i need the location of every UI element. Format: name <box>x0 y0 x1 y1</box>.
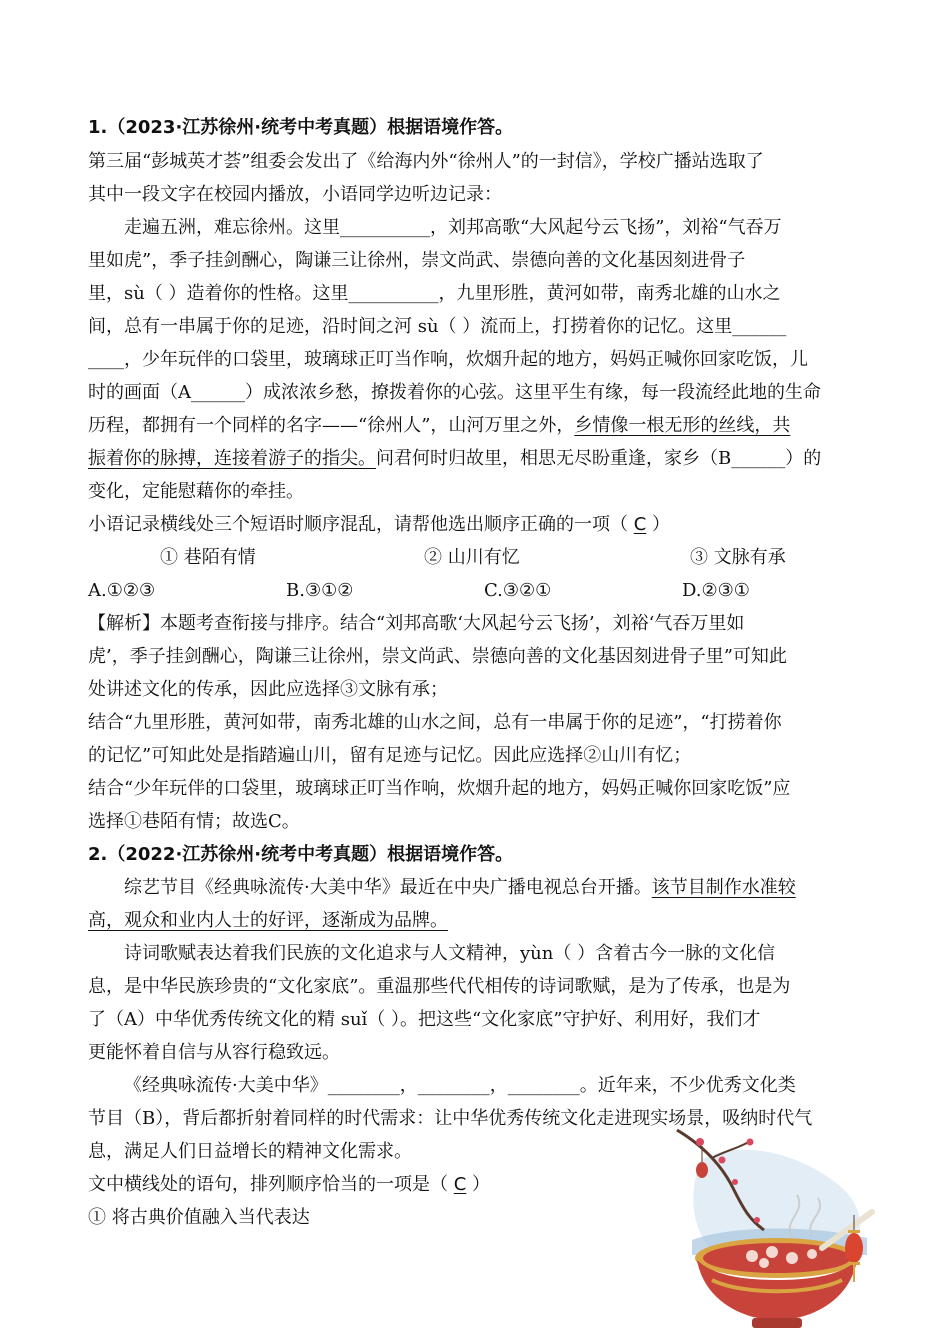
q1-analysis-line-6: 结合“少年玩伴的口袋里，玻璃球正叮当作响，炊烟升起的地方，妈妈正喊你回家吃饭”应 <box>88 778 791 799</box>
q2-paragraph-3-line-1: 《经典咏流传·大美中华》________，________，________。近年来，不少优秀文化类 <box>124 1075 796 1096</box>
q2-paragraph-2-line-1: 诗词歌赋表达着我们民族的文化追求与人文精神，yùn（ ）含着古今一脉的文化信 <box>124 943 776 964</box>
q2-paragraph-2-line-3: 了（A）中华优秀传统文化的精 suǐ（ ）。把这些“文化家底”守护好、利用好，我们才 <box>88 1009 761 1030</box>
q1-answer: C <box>633 514 647 535</box>
q2-phrase-1: ① 将古典价值融入当代表达 <box>88 1207 310 1228</box>
q1-analysis-line-5: 的记忆”可知此处是指踏遍山川，留有足迹与记忆。因此应选择②山川有忆； <box>88 745 692 766</box>
q1-intro-line-1: 第三届“彭城英才荟”组委会发出了《给海内外“徐州人”的一封信》，学校广播站选取了 <box>88 151 764 172</box>
q1-passage-line-7-text: 历程，都拥有一个同样的名字——“徐州人”，山河万里之外， <box>88 415 575 436</box>
q2-paragraph-2-line-4: 更能怀着自信与从容行稳致远。 <box>88 1042 340 1063</box>
q2-paragraph-3-line-2: 节目（B），背后都折射着同样的时代需求：让中华优秀传统文化走进现实场景，吸纳时代气 <box>88 1108 813 1129</box>
q1-underlined-sentence-part-1: 乡情像一根无形的丝线，共 <box>574 415 791 436</box>
q2-answer: C <box>453 1174 467 1195</box>
q1-passage-line-2: 里如虎”，季子挂剑酬心，陶谦三让徐州，崇文尚武、崇德向善的文化基因刻进骨子 <box>88 250 746 271</box>
q2-title: 2.（2022·江苏徐州·统考中考真题）根据语境作答。 <box>88 844 514 865</box>
q1-passage-line-4: 间，总有一串属于你的足迹，沿时间之河 sù（ ）流而上，打捞着你的记忆。这里______ <box>88 316 787 337</box>
q1-option-a: A.①②③ <box>88 580 156 601</box>
q2-paragraph-1-line-2 <box>88 909 448 933</box>
q2-question <box>88 1173 490 1197</box>
q1-title: 1.（2023·江苏徐州·统考中考真题）根据语境作答。 <box>88 117 514 138</box>
q1-passage-line-1: 走遍五洲，难忘徐州。这里__________，刘邦高歌“大风起兮云飞扬”，刘裕“气吞万 <box>124 217 782 238</box>
q1-question <box>88 513 670 537</box>
bowl-soup <box>703 1243 851 1273</box>
q1-analysis-line-2: 虎’，季子挂剑酬心，陶谦三让徐州，崇文尚武、崇德向善的文化基因刻进骨子里”可知此 <box>88 646 787 667</box>
q1-phrase-1: ① 巷陌有情 <box>160 547 256 568</box>
q2-underlined-sentence-part-1: 该节目制作水准较 <box>651 877 796 898</box>
q2-underlined-sentence-part-2: 高，观众和业内人士的好评，逐渐成为品牌。 <box>88 910 448 931</box>
q1-passage-line-3: 里，sù（ ）造着你的性格。这里__________，九里形胜，黄河如带，南秀北雄的山水之 <box>88 283 781 304</box>
q2-paragraph-1-text: 综艺节目《经典咏流传·大美中华》最近在中央广播电视总台开播。 <box>124 877 652 898</box>
bowl-plum-lantern-illustration <box>672 1120 882 1335</box>
q2-question-close: ） <box>466 1174 491 1195</box>
q2-paragraph-2-line-2: 息，是中华民族珍贵的“文化家底”。重温那些代代相传的诗词歌赋，是为了传承，也是为 <box>88 976 791 997</box>
q1-phrase-3: ③ 文脉有承 <box>690 547 786 568</box>
q1-question-text: 小语记录横线处三个短语时顺序混乱，请帮他选出顺序正确的一项（ <box>88 514 634 535</box>
q1-passage-line-7 <box>88 414 790 438</box>
q2-paragraph-1-line-1 <box>124 876 796 900</box>
q1-option-c: C.③②① <box>484 580 552 601</box>
q1-analysis-line-7: 选择①巷陌有情；故选C。 <box>88 811 300 832</box>
q1-passage-line-9: 变化，定能慰藉你的牵挂。 <box>88 481 304 502</box>
q1-phrase-2: ② 山川有忆 <box>424 547 520 568</box>
bowl-foot <box>752 1318 802 1328</box>
q1-underlined-sentence-part-2: 振着你的脉搏，连接着游子的指尖。 <box>88 448 376 469</box>
q1-option-d: D.②③① <box>682 580 750 601</box>
q1-question-close: ） <box>646 514 671 535</box>
q1-passage-line-8 <box>88 447 821 471</box>
q1-analysis-line-1: 【解析】本题考查衔接与排序。结合“刘邦高歌‘大风起兮云飞扬’，刘裕‘气吞万里如 <box>88 613 745 634</box>
q2-question-text: 文中横线处的语句，排列顺序恰当的一项是（ <box>88 1174 454 1195</box>
q1-passage-line-6: 时的画面（A______）成浓浓乡愁，撩拨着你的心弦。这里平生有缘，每一段流经此地的生命 <box>88 382 821 403</box>
q1-analysis-line-4: 结合“九里形胜，黄河如带，南秀北雄的山水之间，总有一串属于你的足迹”，“打捞着你 <box>88 712 782 733</box>
q1-analysis-line-3: 处讲述文化的传承，因此应选择③文脉有承； <box>88 679 448 700</box>
q2-paragraph-3-line-3: 息，满足人们日益增长的精神文化需求。 <box>88 1141 412 1162</box>
q1-passage-line-8-text: 问君何时归故里，相思无尽盼重逢，家乡（B______）的 <box>376 448 822 469</box>
q1-passage-line-5: ____，少年玩伴的口袋里，玻璃球正叮当作响，炊烟升起的地方，妈妈正喊你回家吃饭，儿 <box>88 349 808 370</box>
q1-intro-line-2: 其中一段文字在校园内播放，小语同学边听边记录： <box>88 184 502 205</box>
q1-option-b: B.③①② <box>286 580 354 601</box>
